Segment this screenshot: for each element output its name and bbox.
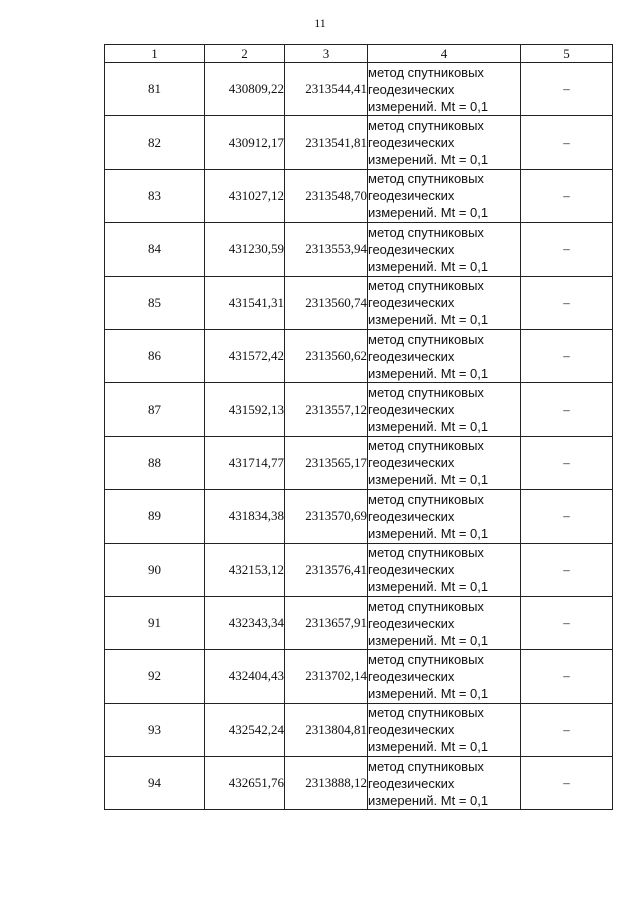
note-dash: –	[521, 169, 613, 222]
point-number: 91	[105, 596, 205, 649]
header-col-2: 2	[205, 45, 285, 63]
note-dash: –	[521, 543, 613, 596]
point-number: 81	[105, 63, 205, 116]
method-description: метод спутниковых геодезических измерений. Mt = 0,1	[368, 490, 521, 543]
method-description: метод спутниковых геодезических измерений. Mt = 0,1	[368, 543, 521, 596]
method-description: метод спутниковых геодезических измерений. Mt = 0,1	[368, 383, 521, 436]
coord-x: 431714,77	[205, 436, 285, 489]
table-row	[105, 757, 613, 810]
coord-x: 430912,17	[205, 116, 285, 169]
table-row	[105, 329, 613, 382]
note-dash: –	[521, 116, 613, 169]
coord-x: 431027,12	[205, 169, 285, 222]
coord-x: 431541,31	[205, 276, 285, 329]
method-description: метод спутниковых геодезических измерений. Mt = 0,1	[368, 703, 521, 756]
coord-x: 431592,13	[205, 383, 285, 436]
header-col-3: 3	[285, 45, 368, 63]
coord-y: 2313557,12	[285, 383, 368, 436]
point-number: 82	[105, 116, 205, 169]
method-description: метод спутниковых геодезических измерений. Mt = 0,1	[368, 276, 521, 329]
method-description: метод спутниковых геодезических измерений. Mt = 0,1	[368, 650, 521, 703]
table-row	[105, 383, 613, 436]
coord-x: 432153,12	[205, 543, 285, 596]
method-description: метод спутниковых геодезических измерений. Mt = 0,1	[368, 169, 521, 222]
note-dash: –	[521, 490, 613, 543]
method-description: метод спутниковых геодезических измерений. Mt = 0,1	[368, 223, 521, 276]
point-number: 88	[105, 436, 205, 489]
coord-y: 2313804,81	[285, 703, 368, 756]
note-dash: –	[521, 329, 613, 382]
coord-y: 2313888,12	[285, 757, 368, 810]
table-body	[105, 63, 613, 810]
point-number: 86	[105, 329, 205, 382]
note-dash: –	[521, 223, 613, 276]
coord-x: 431834,38	[205, 490, 285, 543]
page-number: 11	[314, 16, 326, 30]
table-row	[105, 169, 613, 222]
note-dash: –	[521, 383, 613, 436]
note-dash: –	[521, 436, 613, 489]
note-dash: –	[521, 63, 613, 116]
table-row	[105, 63, 613, 116]
note-dash: –	[521, 596, 613, 649]
point-number: 94	[105, 757, 205, 810]
point-number: 83	[105, 169, 205, 222]
note-dash: –	[521, 703, 613, 756]
method-description: метод спутниковых геодезических измерений. Mt = 0,1	[368, 116, 521, 169]
note-dash: –	[521, 757, 613, 810]
coord-y: 2313560,74	[285, 276, 368, 329]
table-row	[105, 543, 613, 596]
point-number: 93	[105, 703, 205, 756]
point-number: 90	[105, 543, 205, 596]
point-number: 84	[105, 223, 205, 276]
coord-y: 2313576,41	[285, 543, 368, 596]
method-description: метод спутниковых геодезических измерений. Mt = 0,1	[368, 63, 521, 116]
coord-x: 431230,59	[205, 223, 285, 276]
method-description: метод спутниковых геодезических измерений. Mt = 0,1	[368, 596, 521, 649]
table-row	[105, 650, 613, 703]
coord-y: 2313657,91	[285, 596, 368, 649]
coord-x: 432651,76	[205, 757, 285, 810]
coord-y: 2313548,70	[285, 169, 368, 222]
note-dash: –	[521, 276, 613, 329]
coord-x: 432542,24	[205, 703, 285, 756]
coordinates-table	[104, 44, 613, 810]
table-row	[105, 703, 613, 756]
table-header	[105, 45, 613, 63]
header-row	[105, 45, 613, 63]
table-row	[105, 490, 613, 543]
coord-y: 2313560,62	[285, 329, 368, 382]
coord-y: 2313565,17	[285, 436, 368, 489]
coord-x: 432404,43	[205, 650, 285, 703]
coord-y: 2313544,41	[285, 63, 368, 116]
method-description: метод спутниковых геодезических измерений. Mt = 0,1	[368, 757, 521, 810]
coord-y: 2313570,69	[285, 490, 368, 543]
header-col-1: 1	[105, 45, 205, 63]
header-col-4: 4	[368, 45, 521, 63]
table-row	[105, 436, 613, 489]
coord-x: 432343,34	[205, 596, 285, 649]
method-description: метод спутниковых геодезических измерений. Mt = 0,1	[368, 329, 521, 382]
note-dash: –	[521, 650, 613, 703]
point-number: 89	[105, 490, 205, 543]
point-number: 92	[105, 650, 205, 703]
coord-y: 2313553,94	[285, 223, 368, 276]
point-number: 85	[105, 276, 205, 329]
point-number: 87	[105, 383, 205, 436]
coord-x: 431572,42	[205, 329, 285, 382]
method-description: метод спутниковых геодезических измерений. Mt = 0,1	[368, 436, 521, 489]
table-row	[105, 276, 613, 329]
coord-y: 2313541,81	[285, 116, 368, 169]
coord-x: 430809,22	[205, 63, 285, 116]
table-row	[105, 223, 613, 276]
coord-y: 2313702,14	[285, 650, 368, 703]
table-row	[105, 116, 613, 169]
header-col-5: 5	[521, 45, 613, 63]
table-row	[105, 596, 613, 649]
